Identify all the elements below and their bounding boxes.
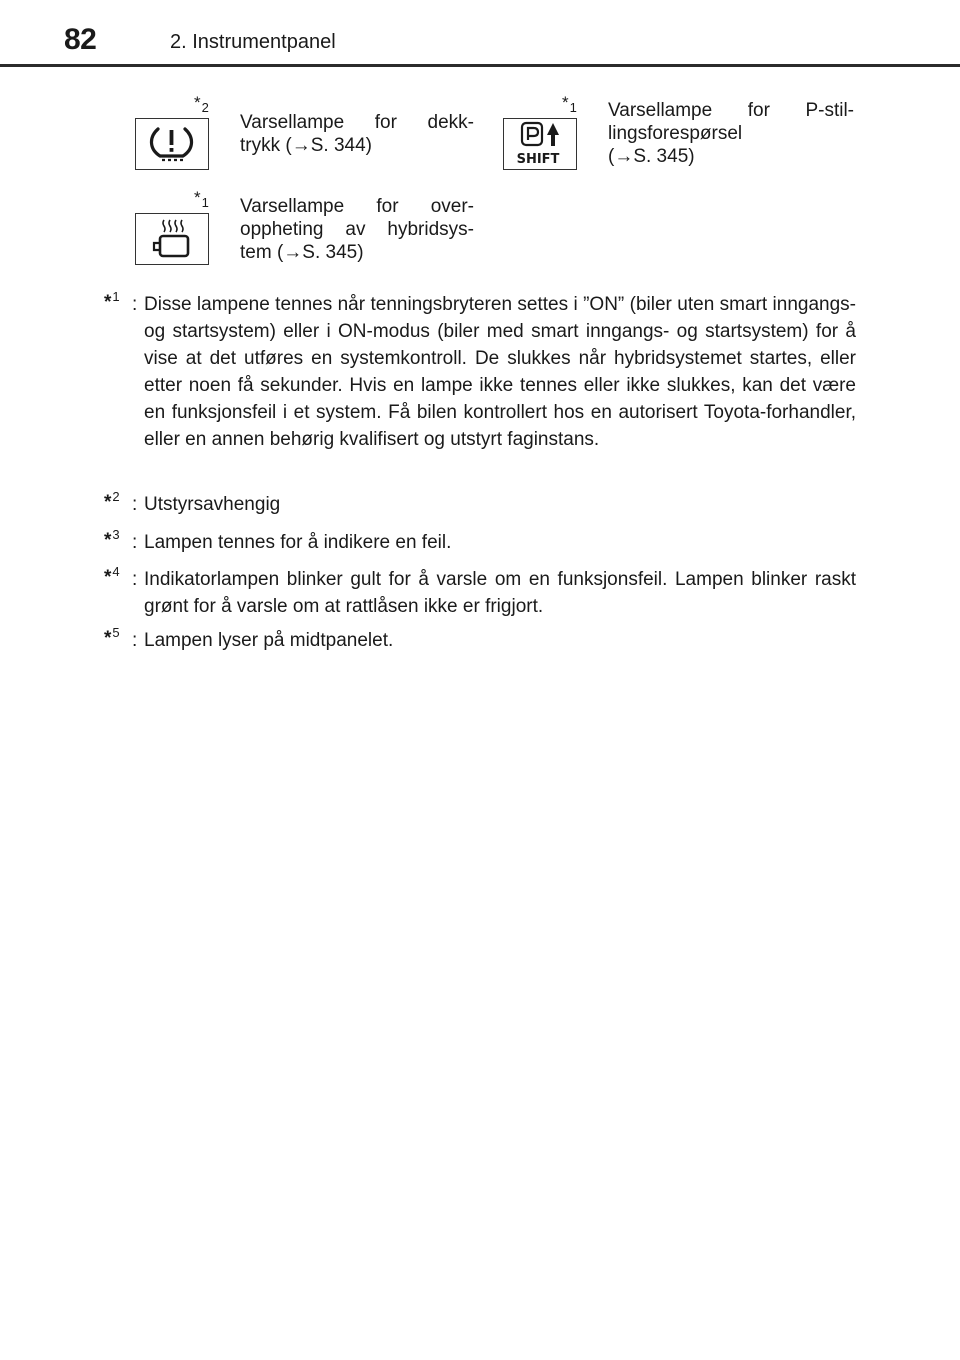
lamp-description: Varsellampe for over- oppheting av hybridsys- tem (→S. 345) xyxy=(240,196,474,263)
reference-mark: $*_1$ xyxy=(194,188,209,210)
svg-text:SHIFT: SHIFT xyxy=(516,152,560,167)
lamp-description: Varsellampe for dekk- trykk (→S. 344) xyxy=(240,112,474,156)
footnote-marker: *$^3$ xyxy=(104,527,120,551)
hybrid-system-overheat-icon xyxy=(136,214,207,263)
reference-mark: $*_1$ xyxy=(562,93,577,115)
footnote-marker: *$^1$ xyxy=(104,289,120,313)
chapter-title: 2. Instrumentpanel xyxy=(170,31,336,53)
icon-frame xyxy=(135,213,209,265)
footnote-marker: *$^4$ xyxy=(104,564,120,588)
footnote-3: *$^3$ : Lampen tennes for å indikere en feil. xyxy=(104,529,856,556)
footnote-text: Lampen lyser på midtpanelet. xyxy=(144,630,394,651)
footnote-marker: *$^5$ xyxy=(104,625,120,649)
icon-frame xyxy=(503,118,577,170)
p-shift-request-icon xyxy=(504,119,575,168)
page-number: 82 xyxy=(64,23,97,56)
footnote-marker: *$^2$ xyxy=(104,489,120,513)
reference-mark: $*_2$ xyxy=(194,93,209,115)
footnote-4: *$^4$ : Indikatorlampen blinker gult for å varsle om en funksjonsfeil. Lampen blinker raskt grønt for å varsle om at rattlåsen ikke er frigjort. xyxy=(104,566,856,620)
footnote-2: *$^2$ : Utstyrsavhengig xyxy=(104,491,856,518)
header-rule xyxy=(0,64,960,67)
footnote-text: Disse lampene tennes når tenningsbryteren settes i ”ON” (biler uten smart inngangs- og startsystem) eller i ON-modus (biler med smart inngangs- og startsystem) for å vise at det utføres en systemkontroll. De slukkes når hybridsystemet startes, eller etter noen få sekunder. Hvis en lampe ikke tennes eller ikke slukkes, kan det være en funksjonsfeil i et system. Få bilen kontrollert hos en autorisert Toyota-forhandler, eller en annen behørig kvalifisert og utstyrt faginstans. xyxy=(144,294,856,450)
page-header xyxy=(0,0,960,66)
footnote-5: *$^5$ : Lampen lyser på midtpanelet. xyxy=(104,627,856,654)
lamp-description: Varsellampe for P-stil- lingsforespørsel (→S. 345) xyxy=(608,100,854,167)
footnote-text: Indikatorlampen blinker gult for å varsle om en funksjonsfeil. Lampen blinker raskt grønt for å varsle om at rattlåsen ikke er frigjort. xyxy=(144,569,856,617)
footnote-text: Utstyrsavhengig xyxy=(144,494,281,515)
tire-pressure-warning-icon xyxy=(136,119,207,168)
icon-frame xyxy=(135,118,209,170)
footnote-1: *$^1$ : Disse lampene tennes når tenningsbryteren settes i ”ON” (biler uten smart inngangs- og startsystem) eller i ON-modus (biler med smart inngangs- og startsystem) for å vise at det utføres en systemkontroll. De slukkes når hybridsystemet startes, eller etter noen få sekunder. Hvis en lampe ikke tennes eller ikke slukkes, kan det være en funksjonsfeil i et system. Få bilen kontrollert hos en autorisert Toyota-forhandler, eller en annen behørig kvalifisert og utstyrt faginstans. xyxy=(104,291,856,453)
footnote-text: Lampen tennes for å indikere en feil. xyxy=(144,532,452,553)
